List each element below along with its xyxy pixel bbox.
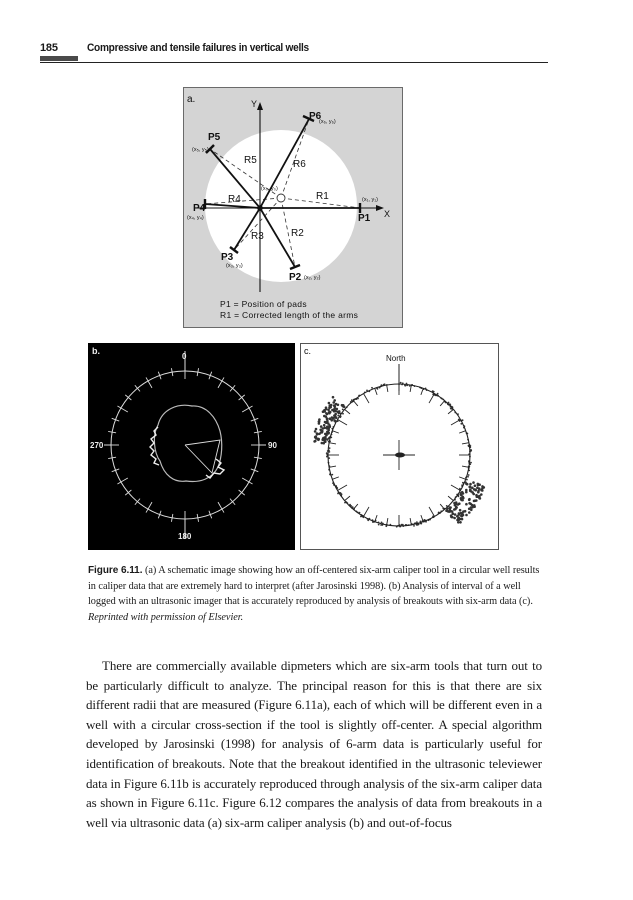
caliper-point	[468, 502, 471, 505]
caliper-point	[315, 428, 318, 431]
caliper-schematic	[183, 87, 403, 328]
caliper-point	[459, 509, 462, 512]
caliper-point	[470, 462, 472, 464]
caliper-point	[337, 415, 339, 417]
caliper-point	[478, 495, 481, 498]
pad-label-p6: P6	[309, 111, 322, 122]
caliper-point	[462, 492, 465, 495]
caliper-point	[328, 402, 331, 405]
figure-caption	[88, 563, 540, 625]
caliper-point	[416, 521, 418, 523]
caliper-point	[377, 388, 379, 390]
caliper-point	[468, 474, 470, 476]
caliper-point	[326, 452, 328, 454]
caliper-point	[458, 502, 461, 505]
ultrasonic-polar-plot	[88, 343, 295, 550]
panel-c-label: c.	[304, 346, 312, 356]
caliper-point	[316, 433, 319, 436]
caliper-point	[465, 503, 468, 506]
caliper-point	[476, 495, 479, 498]
caliper-point	[464, 510, 467, 513]
caliper-point	[337, 404, 340, 407]
arm-label-r6: R6	[293, 159, 306, 170]
caliper-point	[326, 438, 329, 441]
legend-arms: R1 = Corrected length of the arms	[220, 310, 359, 320]
caliper-point	[461, 518, 464, 521]
caliper-point	[333, 399, 336, 402]
coord-label-p4: (x₄, y₄)	[187, 215, 204, 221]
arm-label-r3: R3	[251, 231, 264, 242]
tool-center-cluster	[395, 453, 405, 458]
tick-label-270: 270	[90, 441, 104, 450]
arm-label-r2: R2	[291, 228, 304, 239]
caliper-point	[328, 406, 331, 409]
header-rule	[40, 62, 548, 63]
caliper-point	[454, 508, 457, 511]
coord-label-p6: (x₆, y₆)	[319, 119, 336, 125]
pad-label-p2: P2	[289, 272, 302, 283]
caliper-point	[404, 385, 406, 387]
caliper-polar-plot	[300, 343, 499, 550]
caliper-point	[465, 514, 468, 517]
caliper-point	[449, 506, 452, 509]
coord-label-center: (x₀, y₀)	[261, 186, 278, 192]
caliper-point	[381, 522, 383, 524]
caliper-point	[465, 491, 468, 494]
caliper-point	[458, 512, 461, 515]
caliper-point	[327, 422, 330, 425]
page-number: 185	[40, 42, 58, 54]
north-label: North	[386, 354, 406, 363]
body-paragraph: There are commercially available dipmeters which are six-arm tools that turn out to be particularly difficult to analyze. The principal reason for this is that there are six different radii that are measured (Figure 6.11a), each of which will be different even in a well with a circular cross-section if the tool is slightly off-center. A special algorithm developed by Jarosinski (1998) for analysis of 6-arm data is particularly useful for identification of breakouts. Note that the breakout identified in the ultrasonic televiewer data in Figure 6.11b is accurately reproduced through analysis of the six-arm caliper data as shown in Figure 6.11c. Figure 6.12 compares the analysis of data from breakouts in a well via ultrasonic data (a) six-arm caliper analysis (b) and out-of-focus	[86, 658, 542, 830]
caliper-point	[338, 412, 341, 415]
legend-pads: P1 = Position of pads	[220, 299, 307, 309]
caliper-point	[474, 499, 477, 502]
caliper-point	[481, 489, 484, 492]
caliper-point	[460, 497, 463, 500]
caliper-point	[332, 417, 335, 420]
caliper-point	[466, 483, 469, 486]
caliper-point	[334, 407, 337, 410]
caliper-point	[323, 424, 326, 427]
caliper-point	[468, 486, 471, 489]
borehole-center-marker	[277, 194, 285, 202]
running-title: Compressive and tensile failures in vertical wells	[87, 42, 309, 54]
caliper-point	[472, 505, 475, 508]
caliper-point	[325, 415, 328, 418]
pad-label-p5: P5	[208, 132, 221, 143]
pad-label-p1: P1	[358, 213, 371, 224]
figure-panel-c	[300, 343, 499, 550]
pad-label-p3: P3	[221, 252, 234, 263]
caliper-point	[324, 427, 327, 430]
caliper-point	[459, 493, 462, 496]
caliper-point	[413, 525, 415, 527]
caliper-point	[314, 430, 317, 433]
panel-b-label: b.	[92, 346, 100, 356]
figure-label: Figure 6.11.	[88, 565, 143, 576]
caliper-point	[332, 396, 335, 399]
caliper-point	[437, 393, 439, 395]
figure-panel-b	[88, 343, 295, 550]
caliper-point	[452, 512, 455, 515]
caliper-point	[313, 440, 316, 443]
caliper-point	[322, 442, 325, 445]
x-axis-label: X	[384, 209, 391, 219]
caliper-point	[334, 415, 337, 418]
caliper-point	[378, 524, 380, 526]
caliper-point	[342, 409, 344, 411]
caliper-point	[474, 484, 477, 487]
caliper-point	[323, 409, 326, 412]
caliper-point	[450, 408, 452, 410]
caliper-point	[451, 516, 454, 519]
caliper-point	[474, 489, 477, 492]
caliper-point	[328, 412, 331, 415]
caliper-point	[326, 427, 329, 430]
caliper-point	[469, 483, 472, 486]
caliper-point	[324, 433, 327, 436]
tick-label-90: 90	[268, 441, 277, 450]
caliper-point	[481, 485, 484, 488]
caliper-point	[400, 382, 402, 384]
caliper-point	[341, 493, 343, 495]
pad-label-p4: P4	[193, 203, 206, 214]
header-accent-bar	[40, 56, 78, 61]
tool-center-marker	[257, 205, 263, 211]
caliper-point	[454, 513, 457, 516]
caliper-point	[459, 521, 462, 524]
caliper-point	[326, 418, 329, 421]
caliper-point	[468, 498, 471, 501]
caliper-point	[315, 437, 318, 440]
caliper-point	[325, 412, 328, 415]
caliper-point	[477, 491, 480, 494]
coord-label-p5: (x₅, y₅)	[192, 147, 209, 153]
caliper-point	[331, 409, 334, 412]
caliper-point	[327, 432, 330, 435]
caliper-point	[325, 406, 328, 409]
caliper-point	[385, 525, 387, 527]
caliper-point	[451, 510, 454, 513]
panel-a-label: a.	[187, 94, 196, 105]
coord-label-p3: (x₃, y₃)	[226, 263, 243, 269]
caliper-point	[468, 508, 471, 511]
caliper-point	[320, 431, 323, 434]
tick-label-180: 180	[178, 532, 192, 541]
caliper-point	[447, 510, 450, 513]
caliper-point	[462, 514, 465, 517]
figure-panel-a	[183, 87, 403, 328]
caliper-point	[467, 476, 469, 478]
caliper-point	[453, 517, 456, 520]
running-header	[40, 42, 548, 58]
caliper-point	[371, 387, 373, 389]
y-axis-label: Y	[251, 99, 258, 109]
arm-label-r5: R5	[244, 155, 257, 166]
caliper-point	[319, 429, 322, 432]
caliper-point	[472, 481, 475, 484]
caliper-point	[341, 404, 344, 407]
coord-label-p2: (x₂, y₂)	[304, 275, 321, 281]
caliper-point	[456, 519, 459, 522]
caliper-point	[454, 504, 457, 507]
caliper-point	[331, 474, 333, 476]
caliper-point	[329, 447, 331, 449]
caliper-point	[478, 487, 481, 490]
caption-credit: Reprinted with permission of Elsevier.	[88, 611, 244, 623]
caliper-point	[457, 516, 460, 519]
caption-text: (a) A schematic image showing how an off-centered six-arm caliper tool in a circular well results in caliper data that are extremely hard to interpret (after Jarosinski 1998). (b) Analysis of interval of a well logged with an ultrasonic imager that is accurately reproduced by analysis of breakouts with six-arm data (c).	[88, 565, 540, 607]
caliper-point	[471, 487, 474, 490]
caliper-point	[321, 439, 324, 442]
arm-label-r1: R1	[316, 191, 329, 202]
coord-label-p1: (x₁, y₁)	[362, 197, 378, 203]
caliper-point	[320, 425, 323, 428]
tick-label-0: 0	[182, 352, 187, 361]
caliper-point	[478, 483, 481, 486]
caliper-point	[468, 511, 471, 514]
caliper-point	[318, 418, 321, 421]
caliper-point	[472, 493, 475, 496]
arm-label-r4: R4	[228, 194, 241, 205]
